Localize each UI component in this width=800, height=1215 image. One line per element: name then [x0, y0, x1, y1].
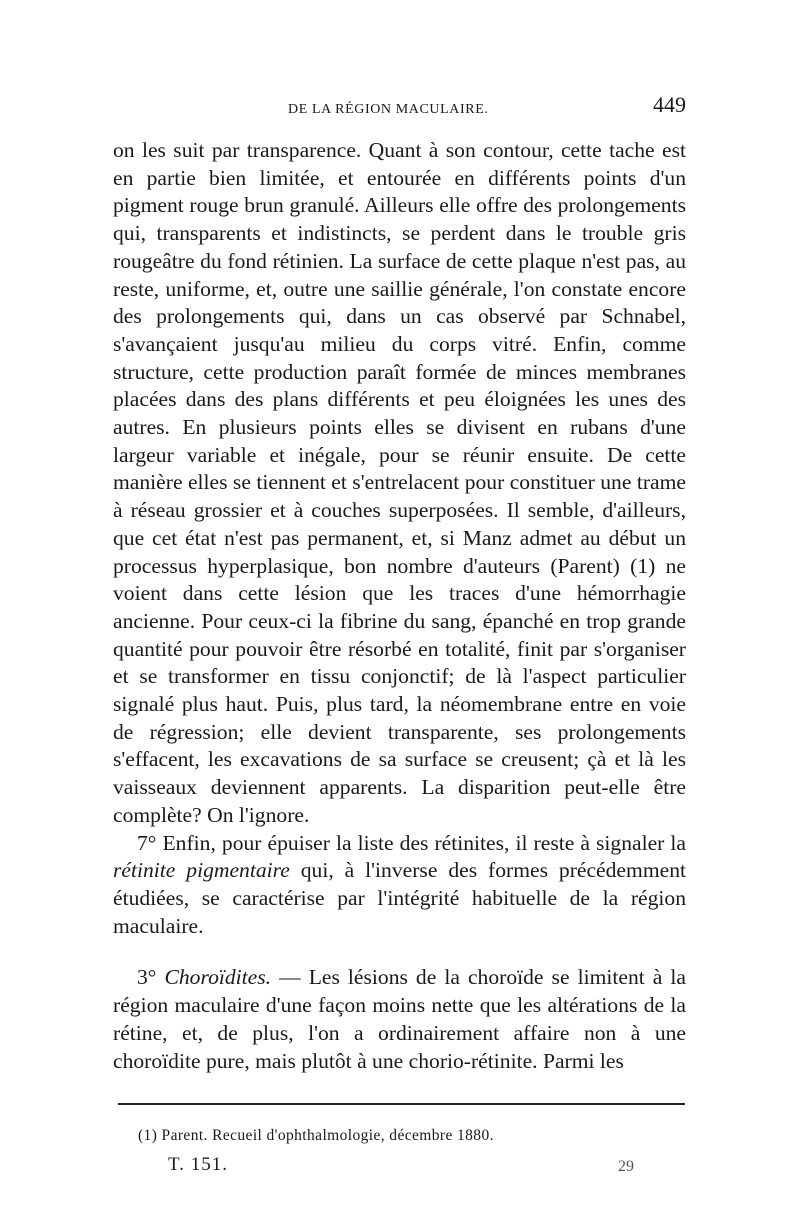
- paragraph-text: 3°: [137, 965, 165, 990]
- section-heading: Choroïdites.: [164, 965, 272, 990]
- paragraph-retina-plaque: on les suit par transparence. Quant à son contour, cette tache est en partie bien limitée, et entourée en différents points d'un pigment rouge brun granulé. Ailleurs elle offre des prolongements qui, transparents et indistincts, se perdent dans le trouble gris rougeâtre du fond rétinien. La surface de cette plaque n'est pas, au reste, uniforme, et, outre une saillie générale, l'on constate encore des prolongements qui, dans un cas observé par Schnabel, s'avançaient jusqu'au milieu du corps vitré. Enfin, comme structure, cette production paraît formée de minces membranes placées dans des plans différents et peu éloignées les unes des autres. En plusieurs points elles se divisent en rubans d'une largeur variable et inégale, pour se réunir ensuite. De cette manière elles se tiennent et s'entrelacent pour constituer une trame à réseau grossier et à couches superposées. Il semble, d'ailleurs, que cet état n'est pas permanent, et, si Manz admet au début un processus hyperplasique, bon nombre d'auteurs (Parent) (1) ne voient dans cette lésion que les traces d'une hémorrhagie ancienne. Pour ceux-ci la fibrine du sang, épanché en trop grande quantité pour pouvoir être résorbé en totalité, finit par s'organiser et se transformer en tissu conjonctif; de là l'aspect particulier signalé plus haut. Puis, plus tard, la néomembrane entre en voie de régression; elle devient transparente, ses prolongements s'effacent, les excavations de sa surface se creusent; çà et là les vaisseaux deviennent apparents. La disparition peut-elle être complète? On l'ignore.: [113, 138, 686, 827]
- running-title: DE LA RÉGION MACULAIRE.: [288, 102, 489, 117]
- paragraph-text: qui, à l'inverse des formes précédemment étudiées, se caractérise par l'intégrité habituelle de la région maculaire.: [113, 858, 686, 938]
- paragraph-retinite-pigmentaire: [113, 830, 686, 941]
- footnote-divider: [118, 1103, 685, 1105]
- page-number: 449: [653, 92, 686, 117]
- paragraph-text: — Les lésions de la choroïde se limitent à la région maculaire d'une façon moins nette que les altérations de la rétine, et, de plus, l'on a ordinairement affaire non à une choroïdite pure, mais plutôt à une chorio-rétinite. Parmi les: [113, 965, 686, 1073]
- page-header: [112, 92, 686, 126]
- volume-signature: T. 151.: [168, 1154, 228, 1175]
- sheet-signature: 29: [618, 1158, 634, 1175]
- emphasis-term: rétinite pigmentaire: [113, 858, 290, 883]
- paragraph-text: 7° Enfin, pour épuiser la liste des rétinites, il reste à signaler la: [137, 830, 686, 855]
- body-text: [113, 137, 686, 1075]
- footnote: (1) Parent. Recueil d'ophthalmologie, décembre 1880.: [138, 1127, 494, 1144]
- paragraph-choroidites: [113, 964, 686, 1075]
